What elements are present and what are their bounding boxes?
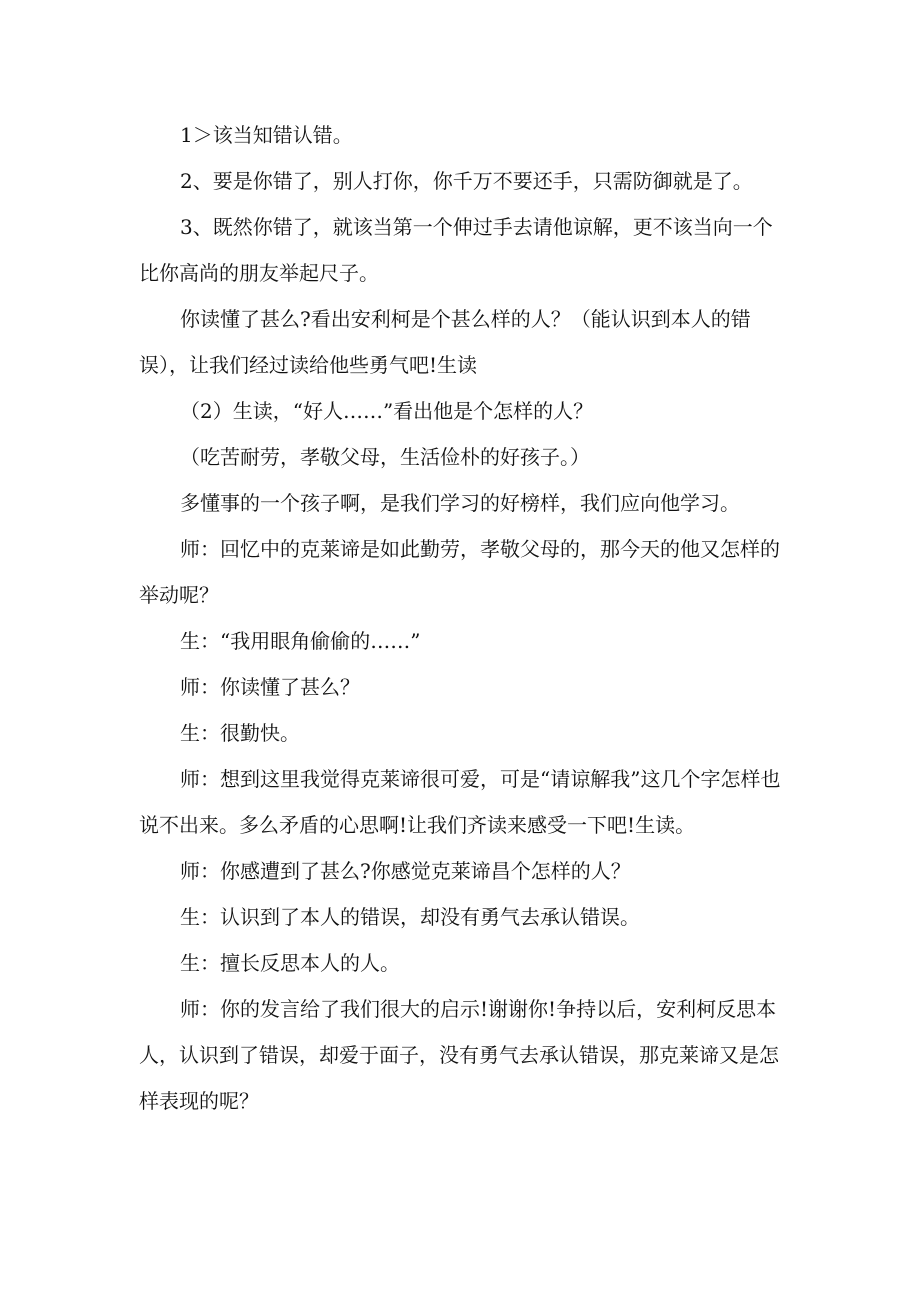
paragraph-7: 多懂事的一个孩子啊，是我们学习的好榜样，我们应向他学习。 bbox=[180, 491, 740, 515]
paragraph-14: 生：认识到了本人的错误，却没有勇气去承认错误。 bbox=[180, 905, 640, 929]
paragraph-8: 师：回忆中的克莱谛是如此勤劳，孝敬父母的，那今天的他又怎样的举动呢？ bbox=[139, 537, 780, 607]
paragraph-4: 你读懂了甚么?看出安利柯是个甚么样的人？（能认识到本人的错误），让我们经过读给他些勇气吧!生读 bbox=[139, 307, 751, 377]
paragraph-9: 生：“我用眼角偷偷的……” bbox=[180, 629, 421, 653]
paragraph-15: 生：擅长反思本人的人。 bbox=[180, 951, 400, 975]
paragraph-5: （2）生读，“好人……”看出他是个怎样的人？ bbox=[180, 399, 594, 423]
paragraph-16: 师：你的发言给了我们很大的启示!谢谢你!争持以后，安利柯反思本人，认识到了错误，却爱于面子，没有勇气去承认错误，那克莱谛又是怎样表现的呢？ bbox=[139, 997, 779, 1113]
paragraph-1: 1＞该当知错认错。 bbox=[180, 123, 353, 147]
paragraph-3: 3、既然你错了，就该当第一个伸过手去请他谅解，更不该当向一个比你高尚的朋友举起尺子。 bbox=[139, 215, 773, 285]
paragraph-10: 师：你读懂了甚么？ bbox=[180, 675, 360, 699]
paragraph-12: 师：想到这里我觉得克莱谛很可爱，可是“请谅解我”这几个字怎样也说不出来。多么矛盾的心思啊!让我们齐读来感受一下吧!生读。 bbox=[139, 767, 781, 837]
paragraph-2: 2、要是你错了，别人打你，你千万不要还手，只需防御就是了。 bbox=[180, 169, 753, 193]
document-body bbox=[139, 112, 789, 1124]
paragraph-13: 师：你感遭到了甚么?你感觉克莱谛昌个怎样的人？ bbox=[180, 859, 631, 883]
paragraph-11: 生：很勤快。 bbox=[180, 721, 300, 745]
paragraph-6: （吃苦耐劳，孝敬父母，生活俭朴的好孩子。） bbox=[180, 445, 590, 469]
